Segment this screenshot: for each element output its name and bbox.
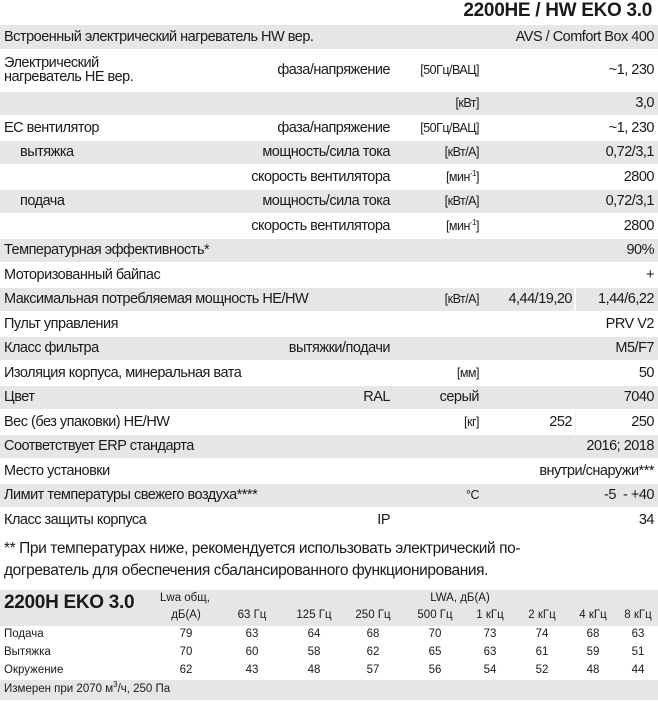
noise-row-surroundings (0, 662, 658, 680)
spec-unit: [мм] (456, 365, 479, 380)
unit-base: [мин (445, 169, 470, 184)
spec-value: 7040 (623, 389, 654, 406)
spec-label: Температурная эффективность* (4, 242, 210, 259)
unit-sup: -1 (469, 217, 477, 227)
band-header: 125 Гц (296, 609, 332, 621)
spec-row-temp-efficiency (0, 239, 658, 264)
column-divider (575, 410, 576, 434)
spec-sublabel: мощность/сила тока (262, 193, 390, 210)
spec-unit (446, 170, 479, 184)
unit-base: [мин (445, 218, 470, 233)
spec-sublabel: фаза/напряжение (277, 119, 390, 136)
noise-value: 56 (428, 664, 442, 676)
spec-unit: [кВт/А] (444, 194, 479, 209)
spec-value: PRV V2 (605, 315, 654, 332)
noise-row-supply (0, 626, 658, 644)
spec-label: Пульт управления (4, 315, 118, 332)
noise-total: 62 (179, 664, 193, 676)
noise-value: 63 (245, 628, 259, 640)
spec-value: 50 (638, 364, 654, 381)
spec-row-temp-limit (0, 484, 658, 509)
spec-table (0, 25, 658, 533)
band-header: 8 кГц (624, 609, 652, 621)
spec-label: Лимит температуры свежего воздуха**** (4, 487, 258, 504)
band-header: 250 Гц (355, 609, 391, 621)
noise-value: 51 (631, 646, 645, 658)
spec-row-filter-class (0, 337, 658, 362)
noise-value: 48 (307, 664, 321, 676)
spec-unit: серый (439, 389, 479, 406)
noise-value: 64 (307, 628, 321, 640)
spec-label: EC вентилятор (4, 119, 99, 136)
spec-value: ~1, 230 (608, 62, 654, 78)
spec-unit: [кг] (464, 414, 479, 429)
spec-row-exhaust-power (0, 141, 658, 166)
band-header: 4 кГц (579, 609, 607, 621)
noise-table (0, 590, 658, 700)
model-title: 2200HE / HW EKO 3.0 (463, 0, 652, 21)
spec-value: 2016; 2018 (586, 438, 654, 455)
noise-value: 48 (586, 664, 600, 676)
noise-value: 70 (428, 628, 442, 640)
spec-label: Цвет (4, 389, 35, 406)
spec-unit: °C (465, 488, 479, 503)
band-group-header: LWA, дБ(A) (430, 592, 490, 604)
spec-value: M5/F7 (615, 340, 654, 357)
spec-unit (446, 219, 479, 233)
noise-value: 57 (366, 664, 380, 676)
spec-label: Моторизованный байпас (4, 266, 161, 283)
noise-value: 62 (366, 646, 380, 658)
spec-label: Класс защиты корпуса (4, 511, 147, 528)
spec-value: 0,72/3,1 (605, 193, 654, 210)
spec-value: 250 (631, 413, 654, 430)
noise-row-label: Подача (4, 628, 44, 640)
noise-value: 44 (631, 664, 645, 676)
spec-row-erp (0, 435, 658, 460)
spec-row-ec-fan (0, 116, 658, 141)
spec-label: Изоляция корпуса, минеральная вата (4, 364, 242, 381)
spec-sublabel: RAL (363, 389, 390, 406)
noise-value: 65 (428, 646, 442, 658)
spec-label (4, 56, 133, 84)
noise-value: 73 (483, 628, 497, 640)
noise-value: 68 (366, 628, 380, 640)
spec-row-heater-power (0, 92, 658, 117)
measurement-conditions (4, 680, 171, 695)
spec-row-color (0, 386, 658, 411)
noise-measurement-note (0, 680, 658, 700)
band-header: 63 Гц (237, 609, 267, 621)
spec-sublabel: скорость вентилятора (251, 217, 390, 234)
band-header: 500 Гц (417, 609, 453, 621)
noise-value: 68 (586, 628, 600, 640)
spec-row-bypass (0, 263, 658, 288)
spec-value: 34 (638, 511, 654, 528)
spec-value: 2800 (623, 217, 654, 234)
noise-value: 54 (483, 664, 497, 676)
unit-sup: -1 (469, 168, 477, 178)
noise-table-title: 2200H EKO 3.0 (4, 592, 135, 613)
spec-unit: [50Гц/ВАЦ] (420, 63, 479, 77)
spec-value: -5 - +40 (604, 487, 654, 504)
spec-label: Максимальная потребляемая мощность HE/HW (4, 291, 309, 308)
spec-row-supply-power (0, 190, 658, 215)
spec-row-supply-speed (0, 214, 658, 239)
spec-label: Класс фильтра (4, 340, 99, 357)
spec-sublabel: вытяжки/подачи (288, 340, 390, 357)
band-header: 1 кГц (476, 609, 504, 621)
noise-table-header (0, 590, 658, 626)
noise-value: 61 (535, 646, 549, 658)
spec-row-electric-heater (0, 50, 658, 92)
spec-value: ~1, 230 (608, 119, 654, 136)
spec-unit: [кВт/А] (444, 292, 479, 307)
spec-row-controller (0, 312, 658, 337)
spec-value: AVS / Comfort Box 400 (515, 28, 654, 45)
spec-value-he: 252 (549, 413, 572, 430)
spec-value: 90% (626, 242, 654, 259)
noise-value: 52 (535, 664, 549, 676)
noise-value: 43 (245, 664, 259, 676)
spec-value: внутри/снаружи*** (539, 462, 654, 479)
spec-value: 3,0 (635, 95, 654, 112)
spec-row-builtin-heater (0, 25, 658, 50)
column-divider (574, 288, 576, 312)
unit-end: ] (476, 169, 479, 184)
noise-value: 58 (307, 646, 321, 658)
spec-sublabel: фаза/напряжение (277, 62, 390, 78)
spec-value: 1,44/6,22 (598, 291, 654, 308)
spec-row-max-power (0, 288, 658, 313)
spec-label: Вес (без упаковки) HE/HW (4, 413, 170, 430)
noise-row-exhaust (0, 644, 658, 662)
spec-label-line1: Электрический (4, 55, 99, 71)
spec-value: 2800 (623, 168, 654, 185)
spec-row-exhaust-speed (0, 165, 658, 190)
spec-row-protection-class (0, 508, 658, 533)
noise-row-label: Окружение (4, 664, 64, 676)
spec-value-he: 4,44/19,20 (508, 291, 572, 308)
measured-prefix: Измерен при 2070 м (4, 683, 114, 695)
spec-row-install-location (0, 459, 658, 484)
total-header-line1: Lwa общ, (160, 592, 210, 604)
band-header: 2 кГц (528, 609, 556, 621)
footnote-line-2: догреватель для обеспечения сбалансированного функционирования. (4, 562, 489, 579)
total-header-line2: дБ(A) (171, 609, 201, 621)
noise-value: 74 (535, 628, 549, 640)
noise-value: 60 (245, 646, 259, 658)
spec-unit: [кВт/А] (444, 145, 479, 160)
spec-label: Соответствует ERP стандарта (4, 438, 194, 455)
footnote-line-1: ** При температурах ниже, рекомендуется использовать электрический по- (4, 540, 521, 557)
spec-value: 0,72/3,1 (605, 144, 654, 161)
measured-sup: 3 (113, 680, 118, 690)
spec-unit: [50Гц/ВАЦ] (420, 120, 479, 135)
noise-value: 63 (483, 646, 497, 658)
unit-end: ] (476, 218, 479, 233)
noise-value: 59 (586, 646, 600, 658)
spec-label-line2: нагреватель HE вер. (4, 69, 134, 85)
spec-unit: [кВт] (455, 96, 479, 111)
noise-row-label: Вытяжка (4, 646, 51, 658)
spec-sublabel: скорость вентилятора (251, 168, 390, 185)
noise-total: 70 (179, 646, 193, 658)
spec-label: вытяжка (20, 144, 74, 161)
footnote (4, 538, 654, 582)
spec-sublabel: мощность/сила тока (262, 144, 390, 161)
spec-sublabel: IP (377, 511, 390, 528)
noise-value: 63 (631, 628, 645, 640)
spec-label: Встроенный электрический нагреватель HW вер. (4, 28, 314, 45)
spec-value: + (646, 266, 654, 283)
measured-suffix: /ч, 250 Па (117, 683, 171, 695)
spec-label: подача (20, 193, 65, 210)
spec-row-insulation (0, 361, 658, 386)
noise-total: 79 (179, 628, 193, 640)
spec-label: Место установки (4, 462, 110, 479)
spec-row-weight (0, 410, 658, 435)
